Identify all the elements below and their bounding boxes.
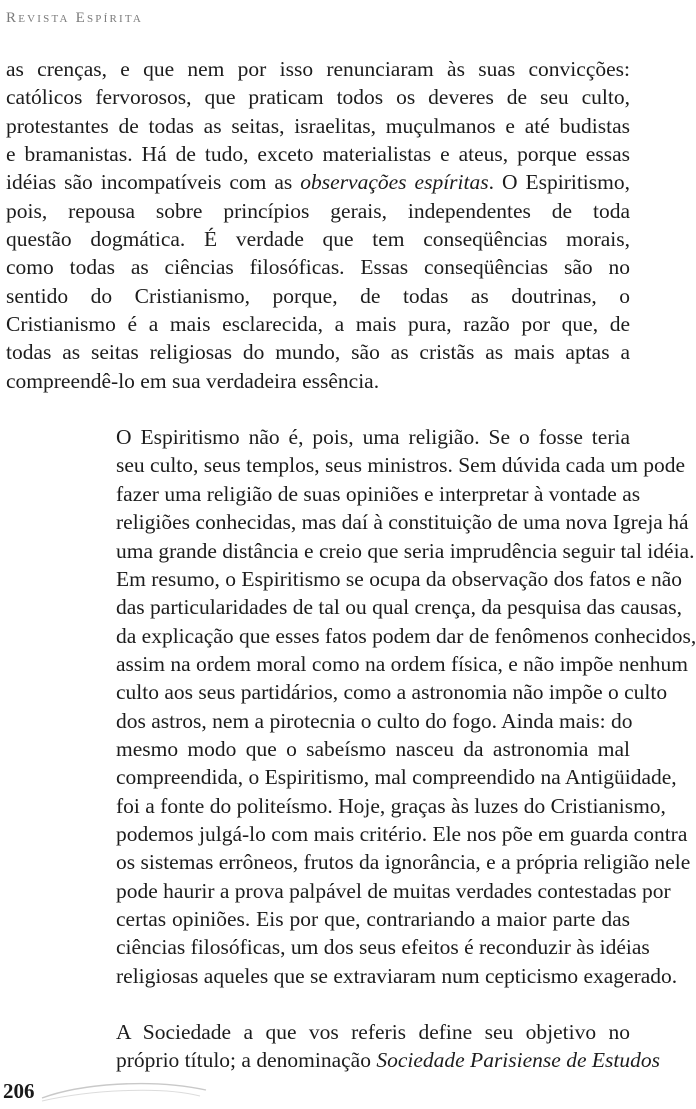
body-paragraph	[6, 55, 630, 395]
text-segment: idéias são incompatíveis com as	[6, 170, 301, 195]
text-line	[6, 168, 630, 196]
text-line: dos astros, nem a pirotecnia o culto do fogo. Ainda mais: do	[116, 708, 633, 733]
text-line: fazer uma religião de suas opiniões e interpretar à vontade as	[116, 481, 641, 506]
text-line: foi a fonte do politeísmo. Hoje, graças às luzes do Cristianismo,	[116, 793, 666, 818]
text-line: pois, repousa sobre princípios gerais, independentes de toda	[6, 198, 630, 223]
text-line: ciências filosóficas, um dos seus efeitos é reconduzir às idéias	[116, 935, 650, 960]
text-line: das particularidades de tal ou qual crença, da pesquisa das causas,	[116, 595, 682, 620]
text-line: assim na ordem moral como na ordem física, e não impõe nenhum	[116, 651, 688, 676]
running-head: Revista Espírita	[6, 10, 144, 26]
text-line: católicos fervorosos, que praticam todos os deveres de seu culto,	[6, 85, 630, 110]
text-line: compreendida, o Espiritismo, mal compreendido na Antigüidade,	[116, 765, 677, 790]
text-line: pode haurir a prova palpável de muitas verdades contestadas por	[116, 878, 671, 903]
page-body	[6, 55, 696, 1075]
text-line: O Espiritismo não é, pois, uma religião. Se o fosse teria	[116, 425, 630, 450]
text-line: compreendê-lo em sua verdadeira essência.	[6, 368, 380, 393]
text-line: como todas as ciências filosóficas. Essas conseqüências são no	[6, 255, 630, 280]
page-number: 206	[3, 1079, 35, 1103]
text-line: uma grande distância e creio que seria imprudência seguir tal idéia.	[116, 538, 695, 563]
text-line: A Sociedade a que vos referis define seu objetivo no	[116, 1020, 630, 1044]
text-segment: . O Espiritismo,	[488, 170, 630, 195]
text-line: certas opiniões. Eis por que, contrariando a maior parte das	[116, 906, 630, 931]
page-number-swoosh	[40, 1068, 210, 1108]
text-segment: próprio título; a denominação	[116, 1048, 377, 1073]
text-line: sentido do Cristianismo, porque, de todas as doutrinas, o	[6, 283, 630, 308]
text-line: podemos julgá-lo com mais critério. Ele nos põe em guarda contra	[116, 821, 688, 846]
text-line: questão dogmática. É verdade que tem conseqüências morais,	[6, 227, 630, 252]
italic-phrase: Sociedade Parisiense de Estudos	[376, 1048, 660, 1073]
italic-phrase: observações espíritas	[300, 170, 489, 195]
text-line: culto aos seus partidários, como a astronomia não impõe o culto	[116, 680, 668, 705]
text-line: Em resumo, o Espiritismo se ocupa da observação dos fatos e não	[116, 566, 683, 591]
text-line: todas as seitas religiosas do mundo, são as cristãs as mais aptas a	[6, 340, 630, 365]
text-line: seu culto, seus templos, seus ministros. Sem dúvida cada um pode	[116, 453, 686, 478]
text-line: mesmo modo que o sabeísmo nasceu da astronomia mal	[116, 736, 630, 761]
text-line: os sistemas errôneos, frutos da ignorância, e a própria religião nele	[116, 850, 691, 875]
text-line: Cristianismo é a mais esclarecida, a mais pura, razão por que, de	[6, 312, 630, 337]
body-paragraph	[6, 423, 696, 990]
body-paragraph	[6, 1018, 660, 1075]
text-line: da explicação que esses fatos podem dar de fenômenos conhecidos,	[116, 623, 696, 648]
text-line: as crenças, e que nem por isso renunciaram às suas convicções:	[6, 57, 630, 81]
text-line: e bramanistas. Há de tudo, exceto materialistas e ateus, porque essas	[6, 142, 630, 167]
text-line: religiões conhecidas, mas daí à constituição de uma nova Igreja há	[116, 510, 689, 535]
text-line: protestantes de todas as seitas, israelitas, muçulmanos e até budistas	[6, 113, 630, 138]
text-line: religiosas aqueles que se extraviaram num cepticismo exagerado.	[116, 963, 678, 988]
